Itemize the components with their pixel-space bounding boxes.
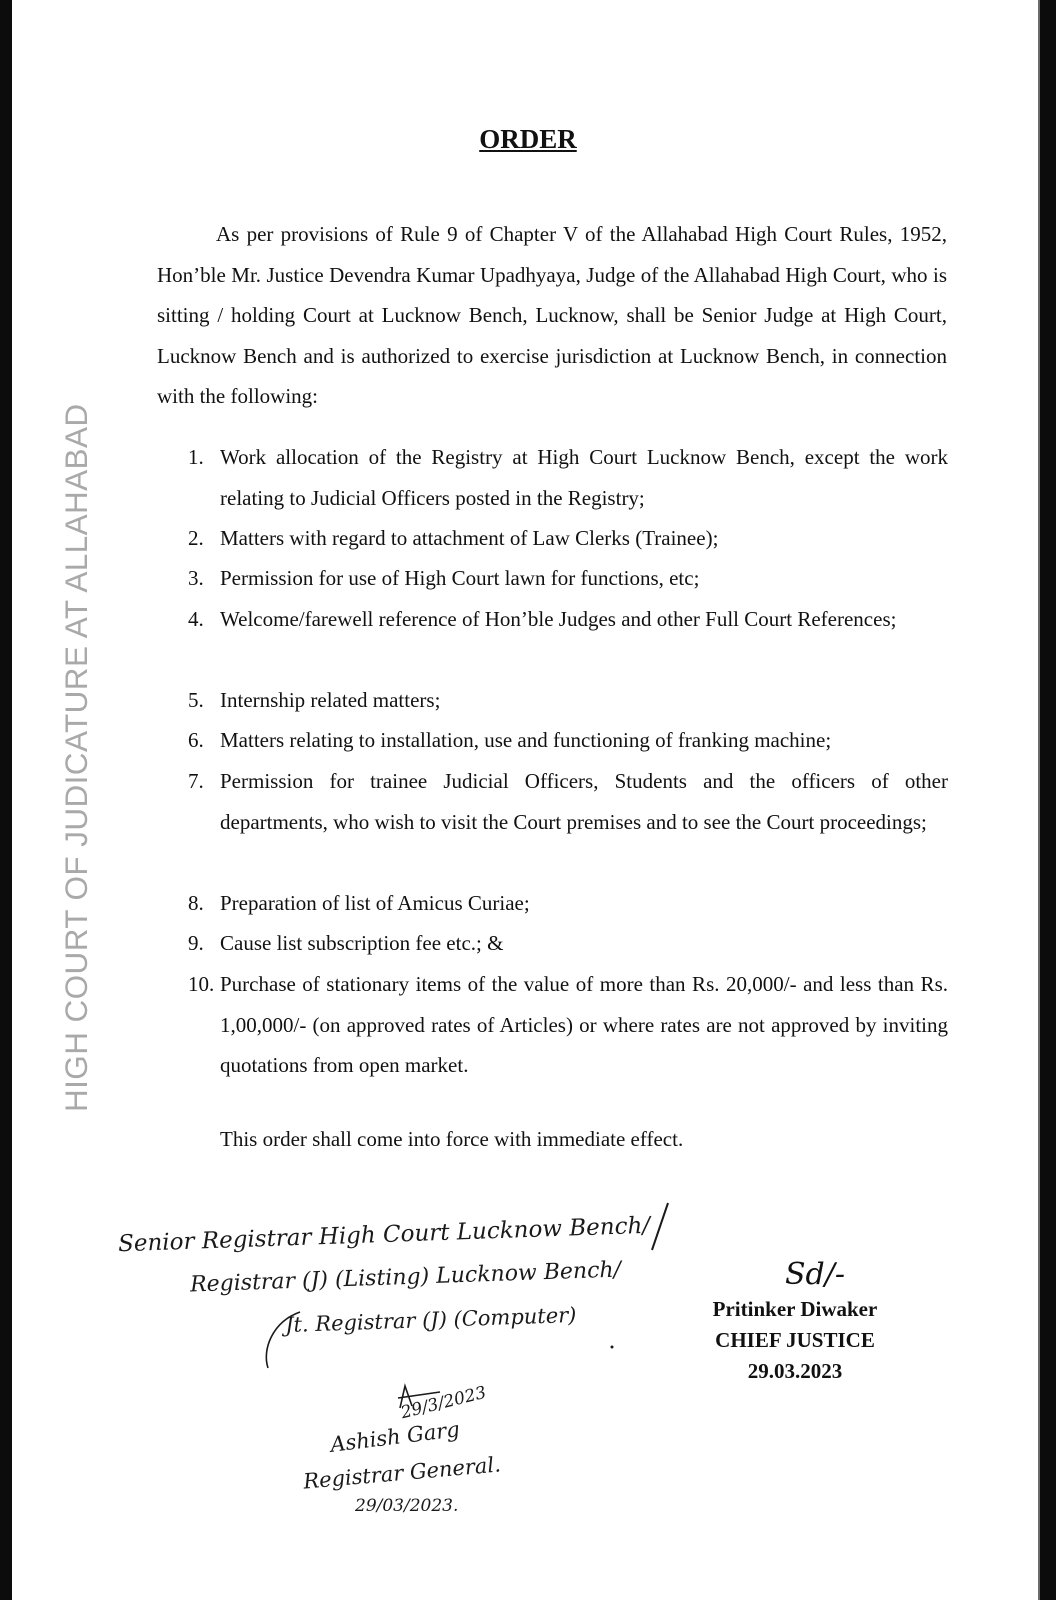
signature-block bbox=[660, 1256, 930, 1387]
item-number: 7. bbox=[188, 769, 204, 793]
item-number: 4. bbox=[188, 607, 204, 631]
item-number: 10. bbox=[188, 972, 215, 996]
item-text: Cause list subscription fee etc.; & bbox=[220, 931, 504, 955]
handwritten-signer-date: 29/03/2023. bbox=[355, 1496, 459, 1516]
signatory-name: Pritinker Diwaker bbox=[712, 1297, 878, 1321]
pen-stroke-slash bbox=[652, 1203, 668, 1250]
intro-text: As per provisions of Rule 9 of Chapter V of the Allahabad High Court Rules, 1952, Hon’ble Mr. Justice Devendra Kumar Upadhyaya, Judge of the Allahabad High Court, who is sitting / holding Court at Lucknow Bench, Lucknow, shall be Senior Judge at High Court, Lucknow Bench and is authorized to exercise jurisdiction at Lucknow Bench, in connection with the following: bbox=[157, 222, 947, 408]
item-text: Purchase of stationary items of the value of more than Rs. 20,000/- and less than Rs. 1,00,000/- (on approved rates of Articles) or where rates are not approved by inviting quotations from open market. bbox=[220, 972, 948, 1077]
handwritten-endorsement-line1: Senior Registrar High Court Lucknow Bench/ bbox=[117, 1212, 651, 1258]
item-text: Welcome/farewell reference of Hon’ble Judges and other Full Court References; bbox=[220, 607, 897, 631]
item-text: Preparation of list of Amicus Curiae; bbox=[220, 891, 530, 915]
item-number: 5. bbox=[188, 688, 204, 712]
initials-stroke bbox=[398, 1386, 440, 1408]
handwritten-date-mark: 29/3/2023 bbox=[398, 1382, 489, 1424]
item-number: 9. bbox=[188, 931, 204, 955]
handwritten-signer-title: Registrar General. bbox=[302, 1452, 502, 1494]
handwritten-endorsement-line3: Jt. Registrar (J) (Computer) bbox=[284, 1302, 577, 1338]
signature-date: 29.03.2023 bbox=[747, 1359, 843, 1383]
item-text: Matters with regard to attachment of Law Clerks (Trainee); bbox=[220, 526, 719, 550]
item-text: Work allocation of the Registry at High Court Lucknow Bench, except the work relating to Judicial Officers posted in the Registry; bbox=[220, 445, 948, 510]
court-watermark: HIGH COURT OF JUDICATURE AT ALLAHABAD bbox=[58, 403, 94, 1112]
page-title: ORDER bbox=[479, 124, 577, 154]
item-number: 6. bbox=[188, 728, 204, 752]
handwritten-signer-name: Ashish Garg bbox=[329, 1417, 461, 1457]
sd-mark: Sd/- bbox=[785, 1257, 845, 1292]
item-number: 8. bbox=[188, 891, 204, 915]
pen-stroke-loop bbox=[266, 1312, 300, 1368]
item-number: 2. bbox=[188, 526, 204, 550]
item-number: 3. bbox=[188, 566, 204, 590]
item-text: Permission for trainee Judicial Officers, Students and the officers of other departments, who wish to visit the Court premises and to see the Court proceedings; bbox=[220, 769, 948, 834]
item-number: 1. bbox=[188, 445, 204, 469]
pen-dot bbox=[611, 1346, 614, 1349]
signatory-designation: CHIEF JUSTICE bbox=[715, 1328, 875, 1352]
item-text: Matters relating to installation, use and functioning of franking machine; bbox=[220, 728, 832, 752]
item-text: Permission for use of High Court lawn for functions, etc; bbox=[220, 566, 700, 590]
handwritten-endorsement-line2: Registrar (J) (Listing) Lucknow Bench/ bbox=[189, 1257, 622, 1298]
item-text: Internship related matters; bbox=[220, 688, 441, 712]
closing-statement: This order shall come into force with immediate effect. bbox=[220, 1127, 684, 1151]
